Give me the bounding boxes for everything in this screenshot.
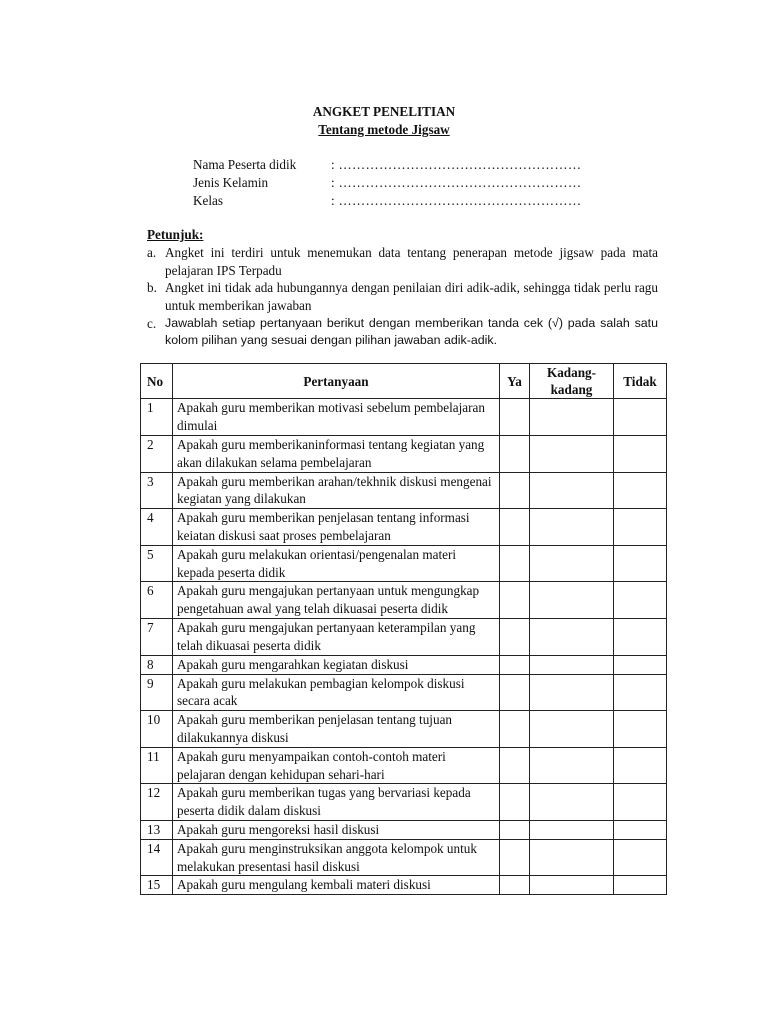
- answer-sometimes-cell[interactable]: [530, 472, 614, 509]
- instruction-item: [147, 244, 658, 280]
- identity-fill-line[interactable]: : ………………………………………………: [331, 175, 582, 190]
- answer-sometimes-cell[interactable]: [530, 711, 614, 748]
- answer-sometimes-cell[interactable]: [530, 399, 614, 436]
- row-number: 13: [141, 821, 173, 840]
- row-question: Apakah guru menginstruksikan anggota kelompok untuk melakukan presentasi hasil diskusi: [173, 839, 500, 876]
- instruction-marker: a.: [147, 244, 157, 260]
- answer-no-cell[interactable]: [614, 821, 667, 840]
- questionnaire-table: [140, 363, 667, 895]
- identity-gender-row: [193, 174, 581, 192]
- answer-sometimes-cell[interactable]: [530, 821, 614, 840]
- table-row: [141, 655, 667, 674]
- instruction-item: [147, 315, 658, 348]
- instruction-marker: b.: [147, 280, 157, 296]
- row-number: 2: [141, 435, 173, 472]
- answer-yes-cell[interactable]: [500, 655, 530, 674]
- identity-block: [193, 156, 581, 210]
- answer-sometimes-cell[interactable]: [530, 876, 614, 895]
- instruction-text: Angket ini terdiri untuk menemukan data tentang penerapan metode jigsaw pada mata pelajaran IPS Terpadu: [165, 244, 658, 278]
- instruction-text: Jawablah setiap pertanyaan berikut dengan memberikan tanda cek (√) pada salah satu kolom pilihan yang sesuai dengan pilihan jawaban adik-adik.: [165, 316, 658, 347]
- identity-name-row: [193, 156, 581, 174]
- answer-sometimes-cell[interactable]: [530, 784, 614, 821]
- header-question: Pertanyaan: [173, 364, 500, 399]
- answer-no-cell[interactable]: [614, 619, 667, 656]
- table-row: [141, 711, 667, 748]
- row-question: Apakah guru memberikan arahan/tekhnik diskusi mengenai kegiatan yang dilakukan: [173, 472, 500, 509]
- row-question: Apakah guru menyampaikan contoh-contoh materi pelajaran dengan kehidupan sehari-hari: [173, 747, 500, 784]
- answer-no-cell[interactable]: [614, 876, 667, 895]
- answer-no-cell[interactable]: [614, 509, 667, 546]
- row-question: Apakah guru melakukan pembagian kelompok diskusi secara acak: [173, 674, 500, 711]
- instruction-marker: c.: [147, 316, 157, 332]
- answer-sometimes-cell[interactable]: [530, 839, 614, 876]
- row-question: Apakah guru melakukan orientasi/pengenalan materi kepada peserta didik: [173, 545, 500, 582]
- answer-sometimes-cell[interactable]: [530, 619, 614, 656]
- answer-yes-cell[interactable]: [500, 582, 530, 619]
- table-row: [141, 435, 667, 472]
- answer-yes-cell[interactable]: [500, 509, 530, 546]
- row-number: 12: [141, 784, 173, 821]
- answer-yes-cell[interactable]: [500, 711, 530, 748]
- instructions-heading: Petunjuk:: [147, 227, 204, 242]
- table-row: [141, 545, 667, 582]
- answer-no-cell[interactable]: [614, 839, 667, 876]
- answer-no-cell[interactable]: [614, 784, 667, 821]
- row-number: 5: [141, 545, 173, 582]
- row-question: Apakah guru memberikan penjelasan tentang tujuan dilakukannya diskusi: [173, 711, 500, 748]
- row-number: 1: [141, 399, 173, 436]
- table-header-row: [141, 364, 667, 399]
- table-body: [141, 399, 667, 895]
- header-no: No: [141, 364, 173, 399]
- row-question: Apakah guru mengajukan pertanyaan keterampilan yang telah dikuasai peserta didik: [173, 619, 500, 656]
- answer-yes-cell[interactable]: [500, 472, 530, 509]
- table-row: [141, 784, 667, 821]
- instructions: [147, 226, 658, 349]
- identity-label: Nama Peserta didik: [193, 157, 297, 172]
- answer-sometimes-cell[interactable]: [530, 674, 614, 711]
- answer-yes-cell[interactable]: [500, 545, 530, 582]
- table-row: [141, 619, 667, 656]
- identity-fill-line[interactable]: : ………………………………………………: [331, 157, 582, 172]
- answer-yes-cell[interactable]: [500, 876, 530, 895]
- row-question: Apakah guru mengarahkan kegiatan diskusi: [173, 655, 500, 674]
- answer-sometimes-cell[interactable]: [530, 655, 614, 674]
- answer-yes-cell[interactable]: [500, 399, 530, 436]
- row-question: Apakah guru memberikan motivasi sebelum pembelajaran dimulai: [173, 399, 500, 436]
- instruction-text: Angket ini tidak ada hubungannya dengan penilaian diri adik-adik, sehingga tidak perlu ragu untuk memberikan jawaban: [165, 280, 658, 314]
- row-number: 4: [141, 509, 173, 546]
- row-question: Apakah guru mengoreksi hasil diskusi: [173, 821, 500, 840]
- header-yes: Ya: [500, 364, 530, 399]
- row-question: Apakah guru memberikaninformasi tentang kegiatan yang akan dilakukan selama pembelajaran: [173, 435, 500, 472]
- answer-yes-cell[interactable]: [500, 619, 530, 656]
- row-number: 7: [141, 619, 173, 656]
- table-row: [141, 839, 667, 876]
- header-sometimes: Kadang-kadang: [530, 364, 614, 399]
- answer-yes-cell[interactable]: [500, 839, 530, 876]
- answer-no-cell[interactable]: [614, 435, 667, 472]
- identity-label: Jenis Kelamin: [193, 175, 269, 190]
- table-row: [141, 747, 667, 784]
- instructions-list: [147, 244, 658, 349]
- row-number: 8: [141, 655, 173, 674]
- answer-yes-cell[interactable]: [500, 784, 530, 821]
- table-row: [141, 472, 667, 509]
- identity-fill-line[interactable]: : ………………………………………………: [331, 193, 582, 208]
- answer-no-cell[interactable]: [614, 582, 667, 619]
- answer-yes-cell[interactable]: [500, 821, 530, 840]
- table-row: [141, 582, 667, 619]
- row-question: Apakah guru memberikan tugas yang bervariasi kepada peserta didik dalam diskusi: [173, 784, 500, 821]
- row-number: 9: [141, 674, 173, 711]
- header-no-answer: Tidak: [614, 364, 667, 399]
- row-question: Apakah guru mengajukan pertanyaan untuk mengungkap pengetahuan awal yang telah dikuasai peserta didik: [173, 582, 500, 619]
- answer-yes-cell[interactable]: [500, 435, 530, 472]
- identity-class-row: [193, 192, 581, 210]
- answer-yes-cell[interactable]: [500, 674, 530, 711]
- table-row: [141, 509, 667, 546]
- answer-no-cell[interactable]: [614, 545, 667, 582]
- row-number: 15: [141, 876, 173, 895]
- table-row: [141, 876, 667, 895]
- answer-no-cell[interactable]: [614, 674, 667, 711]
- row-number: 6: [141, 582, 173, 619]
- table-row: [141, 399, 667, 436]
- answer-sometimes-cell[interactable]: [530, 545, 614, 582]
- row-number: 11: [141, 747, 173, 784]
- answer-sometimes-cell[interactable]: [530, 582, 614, 619]
- table-row: [141, 821, 667, 840]
- answer-no-cell[interactable]: [614, 747, 667, 784]
- answer-sometimes-cell[interactable]: [530, 435, 614, 472]
- answer-sometimes-cell[interactable]: [530, 747, 614, 784]
- answer-no-cell[interactable]: [614, 711, 667, 748]
- answer-no-cell[interactable]: [614, 655, 667, 674]
- row-number: 10: [141, 711, 173, 748]
- row-question: Apakah guru mengulang kembali materi diskusi: [173, 876, 500, 895]
- row-number: 14: [141, 839, 173, 876]
- answer-no-cell[interactable]: [614, 399, 667, 436]
- instruction-item: [147, 279, 658, 315]
- row-number: 3: [141, 472, 173, 509]
- document-subtitle: Tentang metode Jigsaw: [318, 122, 450, 137]
- answer-sometimes-cell[interactable]: [530, 509, 614, 546]
- answer-yes-cell[interactable]: [500, 747, 530, 784]
- identity-label: Kelas: [193, 193, 224, 208]
- table-row: [141, 674, 667, 711]
- answer-no-cell[interactable]: [614, 472, 667, 509]
- document-title: ANGKET PENELITIAN: [312, 104, 456, 119]
- row-question: Apakah guru memberikan penjelasan tentang informasi keiatan diskusi saat proses pembelajaran: [173, 509, 500, 546]
